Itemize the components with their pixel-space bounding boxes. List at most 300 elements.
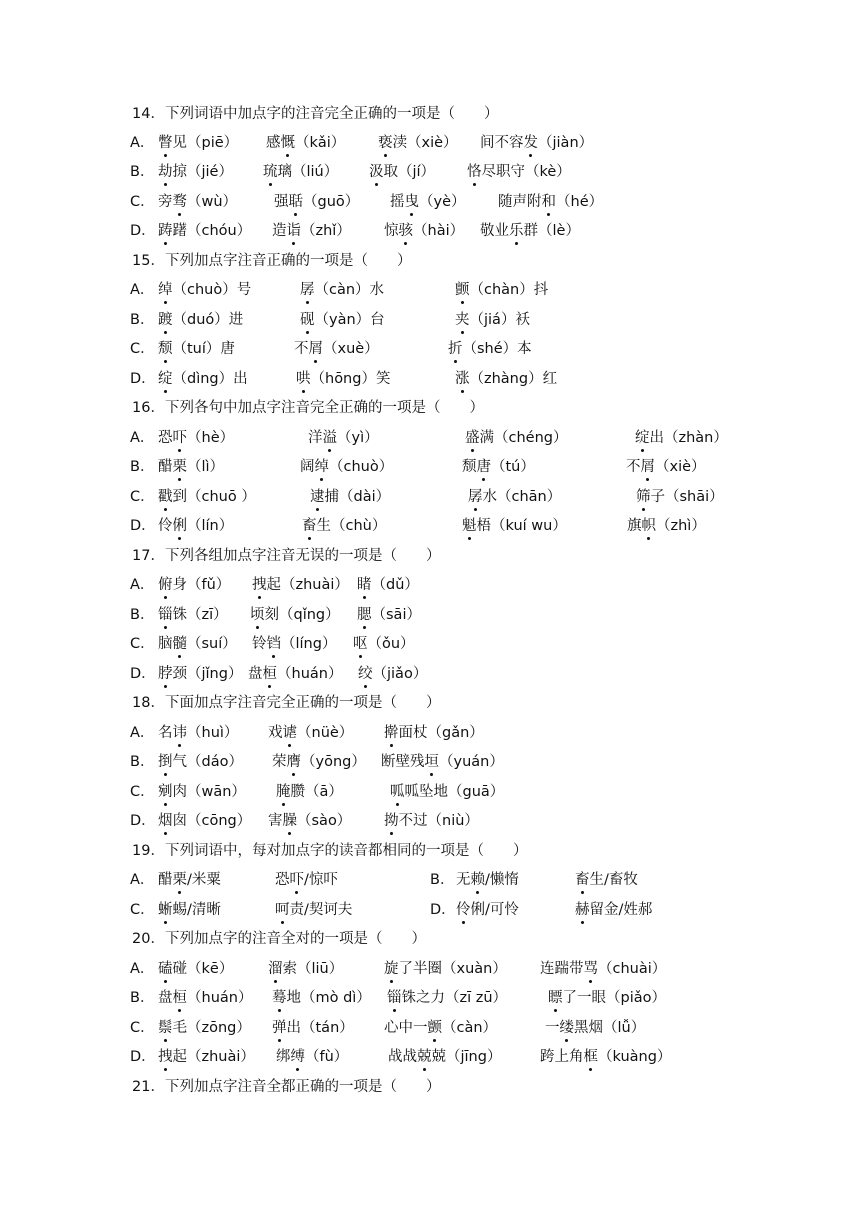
- dotted-character: 瞥: [158, 131, 173, 155]
- dotted-character: 屑: [641, 455, 656, 479]
- option-item: [158, 632, 237, 656]
- item-text-before: 摇: [390, 194, 405, 210]
- item-text-after: 气（dáo）: [172, 754, 243, 770]
- item-text-before: 铃: [252, 636, 267, 652]
- dotted-character: 锱: [158, 603, 173, 627]
- option-row: [0, 986, 860, 1010]
- item-text-before: 醋: [158, 459, 173, 475]
- dotted-character: 剜: [158, 780, 173, 804]
- option-item: [275, 868, 338, 892]
- item-text-after: （chàn）抖: [469, 282, 549, 298]
- dotted-character: 畜: [302, 514, 317, 538]
- option-item: [387, 986, 507, 1010]
- option-item: [300, 308, 385, 332]
- dotted-character: 腌: [276, 780, 291, 804]
- dotted-character: 慨: [281, 131, 296, 155]
- option-label: A．: [130, 135, 155, 151]
- item-text-after: 身（fǔ）: [172, 577, 231, 593]
- option-item: [456, 868, 519, 892]
- item-text-after: （zhàng）红: [469, 371, 558, 387]
- item-text-after: 到（chuō ）: [172, 489, 256, 505]
- item-text-after: （yuán）: [439, 754, 504, 770]
- dotted-character: 拽: [252, 573, 267, 597]
- dotted-character: 缕: [560, 1016, 575, 1040]
- option-row: [0, 219, 860, 243]
- dotted-character: 砚: [300, 308, 315, 332]
- option-item: [158, 426, 234, 450]
- option-item: [455, 367, 557, 391]
- item-text-after: 群（lè）: [523, 223, 580, 239]
- item-text-after: （huán）: [277, 666, 343, 682]
- option-row: [0, 1045, 860, 1069]
- item-text-after: （lín）: [187, 518, 234, 534]
- item-text-after: （yàn）台: [314, 312, 385, 328]
- dotted-character: 顷: [250, 603, 265, 627]
- item-text-after: （jiǎo）: [372, 666, 428, 682]
- option-item: [272, 219, 351, 243]
- dotted-character: 拗: [384, 809, 399, 833]
- dotted-character: 桓: [263, 662, 278, 686]
- option-item: [158, 455, 224, 479]
- dotted-character: 乐: [509, 219, 524, 243]
- dotted-character: 蓦: [272, 986, 287, 1010]
- dotted-character: 颤: [428, 1016, 443, 1040]
- option-item: [626, 455, 706, 479]
- dotted-character: 戳: [158, 485, 173, 509]
- dotted-character: 唐: [477, 455, 492, 479]
- option-row: [0, 485, 860, 509]
- item-text-after: 留金/姓郝: [589, 902, 653, 918]
- item-text-after: （kuàng）: [598, 1049, 672, 1065]
- item-text-after: 梧（kuí wu）: [476, 518, 567, 534]
- question-prompt: [0, 839, 860, 863]
- item-text-before: 恐: [275, 872, 290, 888]
- option-item: [310, 485, 390, 509]
- question-prompt: [0, 102, 860, 126]
- option-row: [0, 957, 860, 981]
- dotted-character: 赫: [575, 898, 590, 922]
- item-text-before: 阔: [300, 459, 315, 475]
- dotted-character: 髓: [173, 632, 188, 656]
- item-text-after: 躇（chóu）: [172, 223, 252, 239]
- dotted-character: 旋: [384, 957, 399, 981]
- dotted-character: 擀: [384, 721, 399, 745]
- option-item: [390, 190, 466, 214]
- dotted-character: 发: [524, 131, 539, 155]
- item-text-after: （zhì）: [656, 518, 706, 534]
- option-item: [390, 780, 504, 804]
- item-text-before: 断壁残: [381, 754, 425, 770]
- option-item: [300, 278, 384, 302]
- option-row: [0, 367, 860, 391]
- dotted-character: 绞: [358, 662, 373, 686]
- option-row: [0, 603, 860, 627]
- option-item: [357, 573, 419, 597]
- dotted-character: 栗: [173, 868, 188, 892]
- option-row: [0, 868, 860, 892]
- dotted-character: 锱: [387, 986, 402, 1010]
- option-label: A．: [130, 725, 155, 741]
- dotted-character: 筛: [636, 485, 651, 509]
- dotted-character: 骛: [173, 190, 188, 214]
- dotted-character: 吓: [290, 868, 305, 892]
- option-label: B．: [130, 164, 155, 180]
- option-item: [378, 131, 458, 155]
- option-item: [635, 426, 728, 450]
- item-text-before: 敬业: [480, 223, 509, 239]
- item-text-before: 盘: [248, 666, 263, 682]
- option-row: [0, 780, 860, 804]
- dotted-character: 踌: [158, 219, 173, 243]
- item-text-after: 铢（zī）: [172, 607, 228, 623]
- option-item: [274, 190, 359, 214]
- item-text-after: 蜴/清晰: [172, 902, 221, 918]
- option-label: D．: [430, 902, 456, 918]
- item-text-after: （chuò）号: [172, 282, 252, 298]
- option-item: [548, 986, 666, 1010]
- item-text-after: 掠（jié）: [172, 164, 233, 180]
- dotted-character: 涨: [455, 367, 470, 391]
- dotted-character: 畜: [575, 868, 590, 892]
- option-item: [384, 1016, 497, 1040]
- option-label: D．: [130, 223, 156, 239]
- option-item: [158, 603, 228, 627]
- dotted-character: 恪: [467, 160, 482, 184]
- dotted-character: 骇: [399, 219, 414, 243]
- dotted-character: 折: [448, 337, 463, 361]
- dotted-character: 逮: [310, 485, 325, 509]
- item-text-after: （tuí）唐: [172, 341, 235, 357]
- option-item: [384, 809, 479, 833]
- item-text-before: 盘: [158, 990, 173, 1006]
- dotted-character: 栗: [173, 455, 188, 479]
- item-text-after: （tú）: [491, 459, 535, 475]
- item-text-after: 地（mò dì）: [286, 990, 371, 1006]
- question-text: 17．下列各组加点字注音无误的一项是（ ）: [132, 548, 441, 564]
- item-text-before: 戏: [268, 725, 283, 741]
- dotted-character: 曳: [405, 190, 420, 214]
- item-text-after: （yì）: [337, 430, 379, 446]
- item-text-after: 出（tán）: [286, 1020, 354, 1036]
- option-item: [369, 160, 435, 184]
- item-text-after: （ǒu）: [367, 636, 415, 652]
- option-item: [545, 1016, 645, 1040]
- dotted-character: 绽: [158, 367, 173, 391]
- item-text-after: （suí）: [187, 636, 237, 652]
- option-label: D．: [130, 518, 156, 534]
- dotted-character: 烟: [158, 809, 173, 833]
- option-label: C．: [130, 341, 155, 357]
- dotted-character: 和: [542, 190, 557, 214]
- question-text: 14．下列词语中加点字的注音完全正确的一项是（ ）: [132, 106, 499, 122]
- option-label: C．: [130, 902, 155, 918]
- option-item: [268, 957, 343, 981]
- dotted-character: 呵: [275, 898, 290, 922]
- question-prompt: [0, 691, 860, 715]
- dotted-character: 颤: [455, 278, 470, 302]
- option-row: [0, 750, 860, 774]
- item-text-before: 一: [545, 1020, 560, 1036]
- item-text-after: 璃（liú）: [277, 164, 339, 180]
- option-row: [0, 337, 860, 361]
- option-item: [358, 662, 427, 686]
- dotted-character: 魁: [462, 514, 477, 538]
- dotted-character: 吓: [173, 426, 188, 450]
- dotted-character: 孱: [300, 278, 315, 302]
- option-item: [448, 337, 532, 361]
- dotted-character: 溜: [268, 957, 283, 981]
- item-text-before: 恐: [158, 430, 173, 446]
- item-text-after: /惊吓: [304, 872, 338, 888]
- dotted-character: 弹: [272, 1016, 287, 1040]
- dotted-character: 拽: [158, 1045, 173, 1069]
- option-item: [462, 514, 567, 538]
- dotted-character: 溢: [323, 426, 338, 450]
- option-item: [272, 1016, 354, 1040]
- dotted-character: 哄: [296, 367, 311, 391]
- option-row: [0, 662, 860, 686]
- option-label: A．: [130, 577, 155, 593]
- option-label: C．: [130, 1020, 155, 1036]
- option-label: D．: [130, 371, 156, 387]
- dotted-character: 鬃: [158, 1016, 173, 1040]
- item-text-after: 面杖（gǎn）: [398, 725, 484, 741]
- item-text-before: 旗: [627, 518, 642, 534]
- item-text-after: 起（zhuài）: [266, 577, 349, 593]
- option-item: [276, 1045, 348, 1069]
- option-label: C．: [130, 636, 155, 652]
- item-text-after: 了一眼（piǎo）: [562, 990, 666, 1006]
- item-text-after: 了半圈（xuàn）: [398, 961, 507, 977]
- option-row: [0, 131, 860, 155]
- question-prompt: [0, 927, 860, 951]
- option-label: C．: [130, 194, 155, 210]
- dotted-character: 帜: [642, 514, 657, 538]
- item-text-after: 俐/可怜: [470, 902, 519, 918]
- option-label: A．: [130, 430, 155, 446]
- option-item: [462, 455, 535, 479]
- option-item: [158, 219, 251, 243]
- option-item: [636, 485, 724, 509]
- item-text-after: （càn）: [442, 1020, 498, 1036]
- option-item: [384, 957, 507, 981]
- dotted-character: 俯: [158, 573, 173, 597]
- dotted-character: 框: [584, 1045, 599, 1069]
- option-label: D．: [130, 813, 156, 829]
- option-row: [0, 514, 860, 538]
- option-label: A．: [130, 961, 155, 977]
- option-item: [296, 367, 390, 391]
- item-text-before: 颓: [462, 459, 477, 475]
- item-text-before: 脑: [158, 636, 173, 652]
- option-row: [0, 898, 860, 922]
- item-text-after: （hōng）笑: [310, 371, 391, 387]
- option-item: [158, 131, 238, 155]
- option-item: [158, 308, 243, 332]
- option-item: [480, 219, 580, 243]
- dotted-character: 蜥: [158, 898, 173, 922]
- item-text-after: （yè）: [419, 194, 466, 210]
- option-item: [294, 337, 379, 361]
- dotted-character: 睹: [357, 573, 372, 597]
- dotted-character: 聒: [289, 190, 304, 214]
- item-text-after: 责/契诃夫: [289, 902, 353, 918]
- dotted-character: 铛: [267, 632, 282, 656]
- item-text-before: 名: [158, 725, 173, 741]
- item-text-after: （xuè）: [323, 341, 379, 357]
- item-text-after: （huì）: [187, 725, 239, 741]
- item-text-after: （chuài）: [598, 961, 667, 977]
- item-text-after: （duó）进: [172, 312, 244, 328]
- item-text-after: （lì）: [187, 459, 225, 475]
- item-text-after: 呱坠地（guā）: [404, 784, 505, 800]
- option-item: [158, 337, 235, 361]
- item-text-after: /懒惰: [485, 872, 519, 888]
- item-text-before: 不: [294, 341, 309, 357]
- option-item: [268, 809, 351, 833]
- item-text-after: /米粟: [187, 872, 221, 888]
- dotted-character: 缚: [291, 1045, 306, 1069]
- item-text-after: 囱（cōng）: [172, 813, 252, 829]
- option-item: [158, 160, 233, 184]
- dotted-character: 兢: [417, 1045, 432, 1069]
- option-item: [627, 514, 706, 538]
- option-row: [0, 809, 860, 833]
- dotted-character: 俐: [173, 514, 188, 538]
- item-text-before: 连踹带: [540, 961, 584, 977]
- dotted-character: 屑: [309, 337, 324, 361]
- option-item: [467, 160, 571, 184]
- dotted-character: 磕: [158, 957, 173, 981]
- item-text-after: 兢（jīng）: [431, 1049, 502, 1065]
- option-item: [275, 898, 352, 922]
- item-text-after: 渎（xiè）: [392, 135, 458, 151]
- item-text-before: 战战: [388, 1049, 417, 1065]
- item-text-after: 捕（dài）: [324, 489, 391, 505]
- option-label: B．: [430, 872, 455, 888]
- option-item: [384, 219, 464, 243]
- item-text-after: （hè）: [187, 430, 235, 446]
- option-row: [0, 160, 860, 184]
- option-item: [158, 986, 252, 1010]
- option-row: [0, 573, 860, 597]
- option-label: D．: [130, 666, 156, 682]
- dotted-character: 汲: [369, 160, 384, 184]
- option-item: [158, 750, 243, 774]
- item-text-after: （líng）: [281, 636, 337, 652]
- item-text-after: （shé）本: [462, 341, 532, 357]
- item-text-after: （jiá）袄: [469, 312, 530, 328]
- option-item: [498, 190, 603, 214]
- option-row: [0, 455, 860, 479]
- dotted-character: 琉: [263, 160, 278, 184]
- dotted-character: 绽: [635, 426, 650, 450]
- option-item: [575, 898, 652, 922]
- dotted-character: 骂: [584, 957, 599, 981]
- option-item: [252, 632, 336, 656]
- item-text-after: （fù）: [305, 1049, 349, 1065]
- option-item: [158, 514, 233, 538]
- item-text-before: 伶: [158, 518, 173, 534]
- option-item: [266, 131, 345, 155]
- option-item: [308, 426, 379, 450]
- option-item: [276, 780, 343, 804]
- item-text-after: （zhǐ）: [301, 223, 351, 239]
- item-text-after: 取（jí）: [383, 164, 436, 180]
- item-text-before: 害: [268, 813, 283, 829]
- option-label: B．: [130, 459, 155, 475]
- item-text-before: 惊: [384, 223, 399, 239]
- item-text-after: 肉（wān）: [172, 784, 246, 800]
- item-text-after: 黑烟（lǚ）: [574, 1020, 646, 1036]
- dotted-character: 伶: [456, 898, 471, 922]
- option-item: [540, 1045, 671, 1069]
- option-item: [353, 632, 415, 656]
- item-text-after: 不过（niù）: [398, 813, 479, 829]
- item-text-after: （hài）: [413, 223, 465, 239]
- option-item: [158, 278, 251, 302]
- item-text-after: （xiè）: [655, 459, 706, 475]
- item-text-after: 起（zhuài）: [172, 1049, 255, 1065]
- item-text-after: 出（zhàn）: [649, 430, 728, 446]
- option-item: [455, 308, 530, 332]
- item-text-before: 醋: [158, 872, 173, 888]
- item-text-after: （sāi）: [371, 607, 421, 623]
- option-item: [468, 485, 561, 509]
- option-item: [158, 1045, 255, 1069]
- item-text-after: 生/畜牧: [589, 872, 638, 888]
- dotted-character: 赖: [471, 868, 486, 892]
- item-text-after: 满（chéng）: [479, 430, 568, 446]
- option-item: [540, 957, 666, 981]
- option-row: [0, 308, 860, 332]
- question-text: 20．下列加点字的注音全对的一项是（ ）: [132, 931, 426, 947]
- option-row: [0, 426, 860, 450]
- item-text-before: 洋: [308, 430, 323, 446]
- item-text-after: 碰（kē）: [172, 961, 234, 977]
- option-row: [0, 721, 860, 745]
- option-item: [272, 986, 371, 1010]
- dotted-character: 盛: [465, 426, 480, 450]
- item-text-after: （dìng）出: [172, 371, 248, 387]
- item-text-after: 见（piē）: [172, 135, 239, 151]
- item-text-after: 铢之力（zī zū）: [401, 990, 508, 1006]
- item-text-after: 子（shāi）: [650, 489, 724, 505]
- question-text: 15．下列加点字注音正确的一项是（ ）: [132, 253, 412, 269]
- question-prompt: [0, 544, 860, 568]
- dotted-character: 桓: [173, 986, 188, 1010]
- question-text: 19．下列词语中，每对加点字的读音都相同的一项是（ ）: [132, 843, 528, 859]
- option-item: [248, 662, 342, 686]
- item-text-before: 感: [266, 135, 281, 151]
- dotted-character: 谑: [283, 721, 298, 745]
- dotted-character: 亵: [378, 131, 393, 155]
- dotted-character: 呕: [353, 632, 368, 656]
- option-item: [158, 485, 256, 509]
- dotted-character: 孱: [468, 485, 483, 509]
- question-prompt: [0, 396, 860, 420]
- item-text-before: 不: [626, 459, 641, 475]
- dotted-character: 瞟: [548, 986, 563, 1010]
- option-row: [0, 632, 860, 656]
- option-item: [250, 603, 340, 627]
- question-text: 16．下列各句中加点字注音完全正确的一项是（ ）: [132, 400, 484, 416]
- option-item: [456, 898, 519, 922]
- item-text-before: 旁: [158, 194, 173, 210]
- item-text-before: 心中一: [384, 1020, 428, 1036]
- item-text-after: 刻（qǐng）: [264, 607, 340, 623]
- item-text-after: （nüè）: [297, 725, 354, 741]
